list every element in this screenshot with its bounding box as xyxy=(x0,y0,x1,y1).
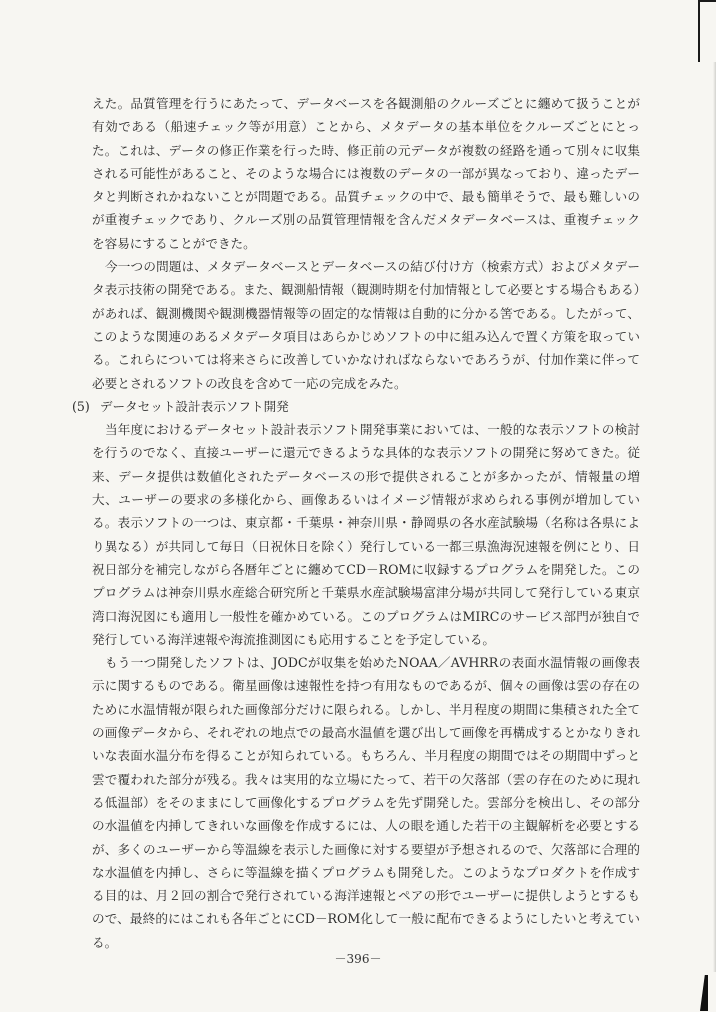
section-heading xyxy=(72,395,640,418)
paragraph-metadata-linking: 今一つの問題は、メタデータベースとデータベースの結び付け方（検索方式）およびメタデータ表示技術の開発である。また、観測船情報（観測時期を付加情報として必要とする場合もある）があれば、観測機関や観測機器情報等の固定的な情報は自動的に分かる筈である。したがって、このような関連のあるメタデータ項目はあらかじめソフトの中に組み込んで置く方策を取っている。これらについては将来さらに改善していかなければならないであろうが、付加作業に伴って必要とされるソフトの改良を含めて一応の完成をみた。 xyxy=(92,259,640,391)
scan-bottom-mark xyxy=(700,975,708,1011)
body-text xyxy=(72,92,640,954)
paragraph-display-software: 当年度におけるデータセット設計表示ソフト開発事業においては、一般的な表示ソフトの検討を行うのでなく、直接ユーザーに還元できるような具体的な表示ソフトの開発に努めてきた。従来、データ提供は数値化されたデータベースの形で提供されることが多かったが、情報量の増大、ユーザーの要求の多様化から、画像あるいはイメージ情報が求められる事例が増加している。表示ソフトの一つは、東京都・千葉県・神奈川県・静岡県の各水産試験場（名称は各県により異なる）が共同して毎日（日祝休日を除く）発行している一都三県漁海況速報を例にとり、日祝日部分を補完しながら各暦年ごとに纏めてCD－ROMに収録するプログラムを開発した。このプログラムは神奈川県水産総合研究所と千葉県水産試験場富津分場が共同して発行している東京湾口海況図にも適用し一般性を確かめている。このプログラムはMIRCのサービス部門が独自で発行している海洋速報や海流推測図にも応用することを予定している。 xyxy=(92,422,640,647)
paragraph-quality-control: えた。品質管理を行うにあたって、データベースを各観測船のクルーズごとに纏めて扱うことが有効である（船速チェック等が用意）ことから、メタデータの基本単位をクルーズごとにとった。これは、データの修正作業を行った時、修正前の元データが複数の経路を通って別々に収集される可能性があること、そのような場合には複数のデータの一部が異なっており、違ったデータと判断されかねないことが問題である。品質チェックの中で、最も簡単そうで、最も難しいのが重複チェックであり、クルーズ別の品質管理情報を含んだメタデータベースは、重複チェックを容易にすることができた。 xyxy=(92,96,640,251)
scan-corner-mark xyxy=(698,0,716,62)
paragraph-avhrr-software: もう一つ開発したソフトは、JODCが収集を始めたNOAA／AVHRRの表面水温情報の画像表示に関するものである。衛星画像は速報性を持つ有用なものであるが、個々の画像は雲の存在のために水温情報が限られた画像部分だけに限られる。しかし、半月程度の期間に集積された全ての画像データから、それぞれの地点での最高水温値を選び出して画像を再構成するとかなりきれいな表面水温分布を得ることが知られている。もちろん、半月程度の期間ではその期間中ずっと雲で覆われた部分が残る。我々は実用的な立場にたって、若干の欠落部（雲の存在のために現れる低温部）をそのままにして画像化するプログラムを先ず開発した。雲部分を検出し、その部分の水温値を内挿してきれいな画像を作成するには、人の眼を通した若干の主観解析を必要とするが、多くのユーザーから等温線を表示した画像に対する要望が予想されるので、欠落部に合理的な水温値を内挿し、さらに等温線を描くプログラムも開発した。このようなプロダクトを作成する目的は、月２回の割合で発行されている海洋速報とペアの形でユーザーに提供しようとするもので、最終的にはこれも各年ごとにCD－ROM化して一般に配布できるようにしたいと考えている。 xyxy=(92,655,640,950)
section-title: データセット設計表示ソフト開発 xyxy=(99,398,289,414)
section-number: (5) xyxy=(72,398,90,414)
page-number: －396－ xyxy=(334,952,382,966)
